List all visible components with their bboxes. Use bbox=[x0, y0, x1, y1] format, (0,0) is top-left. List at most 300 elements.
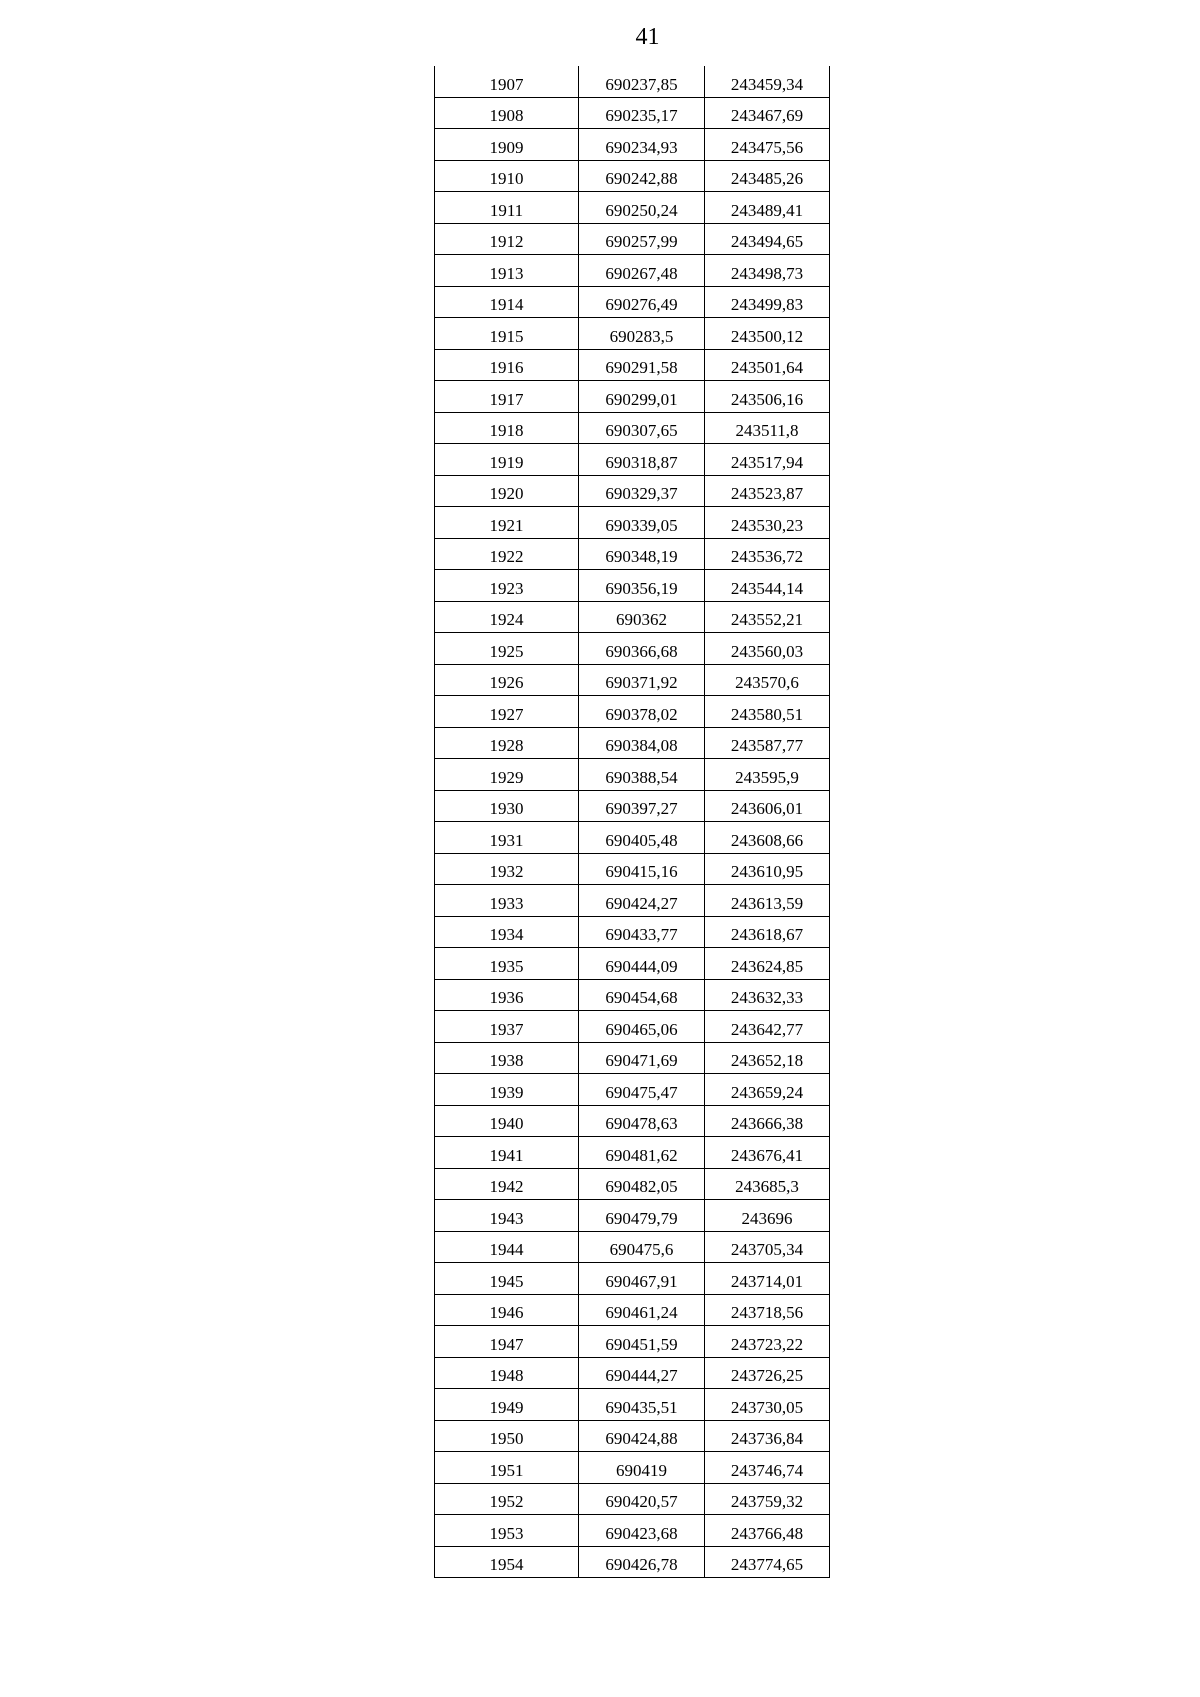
x-coordinate-text: 690371,92 bbox=[605, 673, 678, 692]
point-number-cell bbox=[435, 1011, 579, 1043]
point-number-text: 1927 bbox=[489, 704, 524, 724]
point-number-cell bbox=[435, 444, 579, 476]
x-coordinate-cell bbox=[579, 1042, 705, 1074]
table-row bbox=[435, 1200, 830, 1232]
point-number-text: 1930 bbox=[489, 799, 524, 818]
y-coordinate-cell bbox=[705, 1420, 830, 1452]
y-coordinate-cell bbox=[705, 1326, 830, 1358]
table-row bbox=[435, 1420, 830, 1452]
point-number-cell bbox=[435, 696, 579, 728]
x-coordinate-cell bbox=[579, 255, 705, 287]
point-number-text: 1940 bbox=[489, 1114, 524, 1133]
y-coordinate-text: 243501,64 bbox=[730, 358, 804, 377]
point-number-cell bbox=[435, 1263, 579, 1295]
y-coordinate-text: 243580,51 bbox=[730, 704, 804, 724]
y-coordinate-text: 243659,24 bbox=[730, 1082, 804, 1102]
x-coordinate-text: 690444,09 bbox=[605, 956, 678, 976]
y-coordinate-cell bbox=[705, 1074, 830, 1106]
y-coordinate-cell bbox=[705, 979, 830, 1011]
y-coordinate-text: 243746,74 bbox=[730, 1460, 804, 1480]
y-coordinate-cell bbox=[705, 1231, 830, 1263]
x-coordinate-text: 690291,58 bbox=[605, 358, 678, 377]
x-coordinate-cell bbox=[579, 1389, 705, 1421]
y-coordinate-cell bbox=[705, 1011, 830, 1043]
point-number-cell bbox=[435, 412, 579, 444]
table-row bbox=[435, 1011, 830, 1043]
point-number-cell bbox=[435, 853, 579, 885]
point-number-text: 1952 bbox=[489, 1492, 524, 1511]
point-number-text: 1936 bbox=[489, 988, 524, 1007]
y-coordinate-text: 243536,72 bbox=[730, 547, 804, 566]
point-number-text: 1947 bbox=[489, 1334, 524, 1354]
point-number-text: 1933 bbox=[489, 893, 524, 913]
table-row bbox=[435, 1263, 830, 1295]
x-coordinate-text: 690423,68 bbox=[605, 1523, 678, 1543]
point-number-cell bbox=[435, 727, 579, 759]
point-number-cell bbox=[435, 822, 579, 854]
y-coordinate-text: 243642,77 bbox=[730, 1019, 804, 1039]
point-number-text: 1913 bbox=[489, 263, 524, 283]
point-number-text: 1923 bbox=[489, 578, 524, 598]
x-coordinate-cell bbox=[579, 538, 705, 570]
x-coordinate-cell bbox=[579, 1168, 705, 1200]
x-coordinate-text: 690471,69 bbox=[605, 1051, 678, 1070]
x-coordinate-cell bbox=[579, 192, 705, 224]
table-row bbox=[435, 601, 830, 633]
point-number-text: 1909 bbox=[489, 137, 524, 157]
y-coordinate-cell bbox=[705, 1105, 830, 1137]
point-number-cell bbox=[435, 192, 579, 224]
point-number-cell bbox=[435, 223, 579, 255]
x-coordinate-text: 690276,49 bbox=[605, 295, 678, 314]
table-row bbox=[435, 853, 830, 885]
y-coordinate-text: 243523,87 bbox=[730, 484, 804, 503]
table-row bbox=[435, 979, 830, 1011]
y-coordinate-text: 243618,67 bbox=[730, 925, 804, 944]
point-number-text: 1928 bbox=[489, 736, 524, 755]
x-coordinate-text: 690461,24 bbox=[605, 1303, 678, 1322]
x-coordinate-text: 690234,93 bbox=[605, 137, 678, 157]
table-row bbox=[435, 1357, 830, 1389]
table-row bbox=[435, 475, 830, 507]
x-coordinate-text: 690420,57 bbox=[605, 1492, 678, 1511]
table-row bbox=[435, 1515, 830, 1547]
y-coordinate-cell bbox=[705, 853, 830, 885]
x-coordinate-text: 690267,48 bbox=[605, 263, 678, 283]
table-row bbox=[435, 381, 830, 413]
y-coordinate-text: 243511,8 bbox=[735, 421, 799, 440]
table-row bbox=[435, 318, 830, 350]
x-coordinate-text: 690475,47 bbox=[605, 1082, 678, 1102]
table-row bbox=[435, 349, 830, 381]
point-number-text: 1937 bbox=[489, 1019, 524, 1039]
table-row bbox=[435, 885, 830, 917]
point-number-cell bbox=[435, 318, 579, 350]
point-number-text: 1916 bbox=[489, 358, 524, 377]
x-coordinate-cell bbox=[579, 979, 705, 1011]
x-coordinate-text: 690454,68 bbox=[605, 988, 678, 1007]
table-row bbox=[435, 948, 830, 980]
point-number-cell bbox=[435, 1452, 579, 1484]
y-coordinate-text: 243613,59 bbox=[730, 893, 804, 913]
table-row bbox=[435, 507, 830, 539]
y-coordinate-cell bbox=[705, 790, 830, 822]
y-coordinate-text: 243467,69 bbox=[730, 106, 804, 125]
point-number-cell bbox=[435, 1357, 579, 1389]
table-row bbox=[435, 129, 830, 161]
table-row bbox=[435, 822, 830, 854]
y-coordinate-cell bbox=[705, 129, 830, 161]
point-number-cell bbox=[435, 664, 579, 696]
point-number-text: 1908 bbox=[489, 106, 524, 125]
x-coordinate-text: 690339,05 bbox=[605, 515, 678, 535]
x-coordinate-cell bbox=[579, 507, 705, 539]
point-number-cell bbox=[435, 885, 579, 917]
table-row bbox=[435, 696, 830, 728]
x-coordinate-text: 690479,79 bbox=[605, 1208, 678, 1228]
x-coordinate-cell bbox=[579, 696, 705, 728]
x-coordinate-text: 690318,87 bbox=[605, 452, 678, 472]
point-number-cell bbox=[435, 1074, 579, 1106]
point-number-cell bbox=[435, 255, 579, 287]
table-row bbox=[435, 916, 830, 948]
table-row bbox=[435, 1105, 830, 1137]
point-number-text: 1945 bbox=[489, 1271, 524, 1291]
x-coordinate-text: 690362 bbox=[616, 610, 667, 629]
point-number-text: 1922 bbox=[489, 547, 524, 566]
point-number-text: 1915 bbox=[489, 326, 524, 346]
y-coordinate-cell bbox=[705, 160, 830, 192]
x-coordinate-cell bbox=[579, 601, 705, 633]
y-coordinate-cell bbox=[705, 696, 830, 728]
y-coordinate-cell bbox=[705, 318, 830, 350]
y-coordinate-cell bbox=[705, 1137, 830, 1169]
x-coordinate-cell bbox=[579, 1420, 705, 1452]
point-number-text: 1926 bbox=[489, 673, 524, 692]
y-coordinate-text: 243726,25 bbox=[730, 1366, 804, 1385]
x-coordinate-cell bbox=[579, 916, 705, 948]
point-number-cell bbox=[435, 160, 579, 192]
point-number-text: 1918 bbox=[489, 421, 524, 440]
point-number-text: 1944 bbox=[489, 1240, 524, 1259]
point-number-cell bbox=[435, 1515, 579, 1547]
y-coordinate-cell bbox=[705, 538, 830, 570]
point-number-text: 1919 bbox=[489, 452, 524, 472]
x-coordinate-cell bbox=[579, 1326, 705, 1358]
y-coordinate-cell bbox=[705, 759, 830, 791]
point-number-cell bbox=[435, 381, 579, 413]
point-number-text: 1924 bbox=[489, 610, 524, 629]
x-coordinate-text: 690356,19 bbox=[605, 578, 678, 598]
y-coordinate-text: 243610,95 bbox=[730, 862, 804, 881]
y-coordinate-cell bbox=[705, 444, 830, 476]
x-coordinate-cell bbox=[579, 444, 705, 476]
x-coordinate-cell bbox=[579, 223, 705, 255]
point-number-text: 1914 bbox=[489, 295, 524, 314]
point-number-cell bbox=[435, 475, 579, 507]
y-coordinate-cell bbox=[705, 822, 830, 854]
x-coordinate-cell bbox=[579, 1357, 705, 1389]
x-coordinate-text: 690482,05 bbox=[605, 1177, 678, 1196]
point-number-text: 1925 bbox=[489, 641, 524, 661]
y-coordinate-text: 243499,83 bbox=[730, 295, 804, 314]
point-number-cell bbox=[435, 1326, 579, 1358]
point-number-text: 1939 bbox=[489, 1082, 524, 1102]
table-row bbox=[435, 1294, 830, 1326]
x-coordinate-text: 690419 bbox=[616, 1460, 667, 1480]
point-number-cell bbox=[435, 790, 579, 822]
point-number-cell bbox=[435, 979, 579, 1011]
y-coordinate-cell bbox=[705, 66, 830, 97]
x-coordinate-cell bbox=[579, 570, 705, 602]
x-coordinate-cell bbox=[579, 1483, 705, 1515]
point-number-cell bbox=[435, 570, 579, 602]
point-number-text: 1953 bbox=[489, 1523, 524, 1543]
point-number-text: 1954 bbox=[489, 1555, 524, 1574]
x-coordinate-cell bbox=[579, 1137, 705, 1169]
x-coordinate-text: 690366,68 bbox=[605, 641, 678, 661]
point-number-cell bbox=[435, 1483, 579, 1515]
point-number-cell bbox=[435, 1231, 579, 1263]
y-coordinate-text: 243570,6 bbox=[735, 673, 799, 692]
table-row bbox=[435, 1042, 830, 1074]
point-number-cell bbox=[435, 286, 579, 318]
y-coordinate-text: 243608,66 bbox=[730, 830, 804, 850]
table-row bbox=[435, 1389, 830, 1421]
y-coordinate-text: 243595,9 bbox=[735, 767, 799, 787]
point-number-cell bbox=[435, 97, 579, 129]
table-row bbox=[435, 1546, 830, 1578]
x-coordinate-text: 690329,37 bbox=[605, 484, 678, 503]
point-number-cell bbox=[435, 1389, 579, 1421]
x-coordinate-text: 690465,06 bbox=[605, 1019, 678, 1039]
x-coordinate-cell bbox=[579, 790, 705, 822]
y-coordinate-cell bbox=[705, 255, 830, 287]
table-row bbox=[435, 97, 830, 129]
y-coordinate-cell bbox=[705, 223, 830, 255]
y-coordinate-cell bbox=[705, 1042, 830, 1074]
point-number-cell bbox=[435, 759, 579, 791]
table-row bbox=[435, 412, 830, 444]
table-row bbox=[435, 1326, 830, 1358]
y-coordinate-text: 243475,56 bbox=[730, 137, 804, 157]
point-number-cell bbox=[435, 1294, 579, 1326]
point-number-text: 1948 bbox=[489, 1366, 524, 1385]
x-coordinate-cell bbox=[579, 97, 705, 129]
x-coordinate-cell bbox=[579, 1074, 705, 1106]
table-row bbox=[435, 664, 830, 696]
x-coordinate-text: 690435,51 bbox=[605, 1397, 678, 1417]
y-coordinate-text: 243544,14 bbox=[730, 578, 804, 598]
table-row bbox=[435, 1137, 830, 1169]
coordinates-table bbox=[434, 66, 830, 1578]
coordinates-table-body bbox=[435, 66, 830, 1578]
y-coordinate-text: 243517,94 bbox=[730, 452, 804, 472]
x-coordinate-cell bbox=[579, 664, 705, 696]
y-coordinate-text: 243723,22 bbox=[730, 1334, 804, 1354]
point-number-text: 1912 bbox=[489, 232, 524, 251]
point-number-text: 1942 bbox=[489, 1177, 524, 1196]
point-number-text: 1943 bbox=[489, 1208, 524, 1228]
y-coordinate-text: 243494,65 bbox=[730, 232, 804, 251]
y-coordinate-cell bbox=[705, 1168, 830, 1200]
x-coordinate-text: 690299,01 bbox=[605, 389, 678, 409]
x-coordinate-cell bbox=[579, 381, 705, 413]
table-row bbox=[435, 286, 830, 318]
x-coordinate-cell bbox=[579, 160, 705, 192]
y-coordinate-cell bbox=[705, 885, 830, 917]
x-coordinate-cell bbox=[579, 948, 705, 980]
point-number-cell bbox=[435, 66, 579, 97]
x-coordinate-text: 690433,77 bbox=[605, 925, 678, 944]
y-coordinate-cell bbox=[705, 1263, 830, 1295]
point-number-cell bbox=[435, 633, 579, 665]
point-number-cell bbox=[435, 1168, 579, 1200]
x-coordinate-text: 690451,59 bbox=[605, 1334, 678, 1354]
y-coordinate-cell bbox=[705, 412, 830, 444]
x-coordinate-cell bbox=[579, 1105, 705, 1137]
table-row bbox=[435, 1231, 830, 1263]
y-coordinate-cell bbox=[705, 349, 830, 381]
y-coordinate-cell bbox=[705, 1483, 830, 1515]
x-coordinate-cell bbox=[579, 1546, 705, 1578]
point-number-cell bbox=[435, 1042, 579, 1074]
y-coordinate-cell bbox=[705, 948, 830, 980]
y-coordinate-text: 243587,77 bbox=[730, 736, 804, 755]
point-number-text: 1911 bbox=[489, 200, 524, 220]
table-row bbox=[435, 1483, 830, 1515]
point-number-text: 1935 bbox=[489, 956, 524, 976]
x-coordinate-cell bbox=[579, 1452, 705, 1484]
y-coordinate-text: 243485,26 bbox=[730, 169, 804, 188]
y-coordinate-cell bbox=[705, 1452, 830, 1484]
point-number-text: 1931 bbox=[489, 830, 524, 850]
y-coordinate-cell bbox=[705, 97, 830, 129]
x-coordinate-cell bbox=[579, 727, 705, 759]
table-row bbox=[435, 1074, 830, 1106]
point-number-cell bbox=[435, 948, 579, 980]
x-coordinate-text: 690237,85 bbox=[605, 74, 678, 94]
y-coordinate-text: 243705,34 bbox=[730, 1240, 804, 1259]
point-number-text: 1907 bbox=[489, 74, 524, 94]
table-row bbox=[435, 192, 830, 224]
table-row bbox=[435, 66, 830, 97]
point-number-text: 1950 bbox=[489, 1429, 524, 1448]
y-coordinate-text: 243736,84 bbox=[730, 1429, 804, 1448]
y-coordinate-cell bbox=[705, 286, 830, 318]
y-coordinate-cell bbox=[705, 1389, 830, 1421]
y-coordinate-cell bbox=[705, 916, 830, 948]
y-coordinate-text: 243552,21 bbox=[730, 610, 804, 629]
x-coordinate-text: 690405,48 bbox=[605, 830, 678, 850]
x-coordinate-cell bbox=[579, 1231, 705, 1263]
table-row bbox=[435, 1452, 830, 1484]
point-number-text: 1920 bbox=[489, 484, 524, 503]
table-row bbox=[435, 255, 830, 287]
x-coordinate-cell bbox=[579, 1200, 705, 1232]
table-row bbox=[435, 1168, 830, 1200]
x-coordinate-cell bbox=[579, 475, 705, 507]
point-number-text: 1941 bbox=[489, 1145, 524, 1165]
y-coordinate-text: 243714,01 bbox=[730, 1271, 804, 1291]
y-coordinate-text: 243498,73 bbox=[730, 263, 804, 283]
point-number-text: 1949 bbox=[489, 1397, 524, 1417]
point-number-cell bbox=[435, 538, 579, 570]
x-coordinate-text: 690444,27 bbox=[605, 1366, 678, 1385]
y-coordinate-text: 243606,01 bbox=[730, 799, 804, 818]
table-row bbox=[435, 444, 830, 476]
x-coordinate-cell bbox=[579, 129, 705, 161]
x-coordinate-text: 690478,63 bbox=[605, 1114, 678, 1133]
x-coordinate-cell bbox=[579, 66, 705, 97]
x-coordinate-text: 690250,24 bbox=[605, 200, 678, 220]
point-number-cell bbox=[435, 349, 579, 381]
x-coordinate-text: 690467,91 bbox=[605, 1271, 678, 1291]
x-coordinate-text: 690257,99 bbox=[605, 232, 678, 251]
x-coordinate-text: 690424,27 bbox=[605, 893, 678, 913]
x-coordinate-text: 690384,08 bbox=[605, 736, 678, 755]
y-coordinate-cell bbox=[705, 1200, 830, 1232]
y-coordinate-cell bbox=[705, 570, 830, 602]
point-number-cell bbox=[435, 1200, 579, 1232]
x-coordinate-text: 690415,16 bbox=[605, 862, 678, 881]
y-coordinate-text: 243560,03 bbox=[730, 641, 804, 661]
y-coordinate-text: 243766,48 bbox=[730, 1523, 804, 1543]
x-coordinate-cell bbox=[579, 1263, 705, 1295]
table-row bbox=[435, 790, 830, 822]
y-coordinate-text: 243530,23 bbox=[730, 515, 804, 535]
x-coordinate-text: 690242,88 bbox=[605, 169, 678, 188]
y-coordinate-text: 243666,38 bbox=[730, 1114, 804, 1133]
point-number-cell bbox=[435, 916, 579, 948]
x-coordinate-cell bbox=[579, 286, 705, 318]
y-coordinate-text: 243624,85 bbox=[730, 956, 804, 976]
point-number-cell bbox=[435, 1105, 579, 1137]
page-number: 41 bbox=[635, 24, 660, 50]
x-coordinate-cell bbox=[579, 1515, 705, 1547]
x-coordinate-text: 690426,78 bbox=[605, 1555, 678, 1574]
point-number-text: 1934 bbox=[489, 925, 524, 944]
x-coordinate-text: 690388,54 bbox=[605, 767, 678, 787]
y-coordinate-cell bbox=[705, 601, 830, 633]
y-coordinate-text: 243500,12 bbox=[730, 326, 804, 346]
x-coordinate-cell bbox=[579, 633, 705, 665]
x-coordinate-text: 690424,88 bbox=[605, 1429, 678, 1448]
y-coordinate-cell bbox=[705, 381, 830, 413]
x-coordinate-cell bbox=[579, 853, 705, 885]
x-coordinate-cell bbox=[579, 885, 705, 917]
x-coordinate-text: 690475,6 bbox=[609, 1240, 674, 1259]
y-coordinate-text: 243696 bbox=[741, 1208, 793, 1228]
y-coordinate-cell bbox=[705, 1546, 830, 1578]
y-coordinate-cell bbox=[705, 475, 830, 507]
point-number-cell bbox=[435, 1420, 579, 1452]
y-coordinate-cell bbox=[705, 192, 830, 224]
x-coordinate-text: 690481,62 bbox=[605, 1145, 678, 1165]
x-coordinate-cell bbox=[579, 759, 705, 791]
x-coordinate-text: 690307,65 bbox=[605, 421, 678, 440]
x-coordinate-text: 690348,19 bbox=[605, 547, 678, 566]
x-coordinate-cell bbox=[579, 412, 705, 444]
point-number-text: 1929 bbox=[489, 767, 524, 787]
y-coordinate-text: 243652,18 bbox=[730, 1051, 804, 1070]
y-coordinate-cell bbox=[705, 664, 830, 696]
point-number-cell bbox=[435, 1137, 579, 1169]
y-coordinate-text: 243774,65 bbox=[730, 1555, 804, 1574]
point-number-text: 1921 bbox=[489, 515, 524, 535]
point-number-cell bbox=[435, 129, 579, 161]
y-coordinate-cell bbox=[705, 633, 830, 665]
